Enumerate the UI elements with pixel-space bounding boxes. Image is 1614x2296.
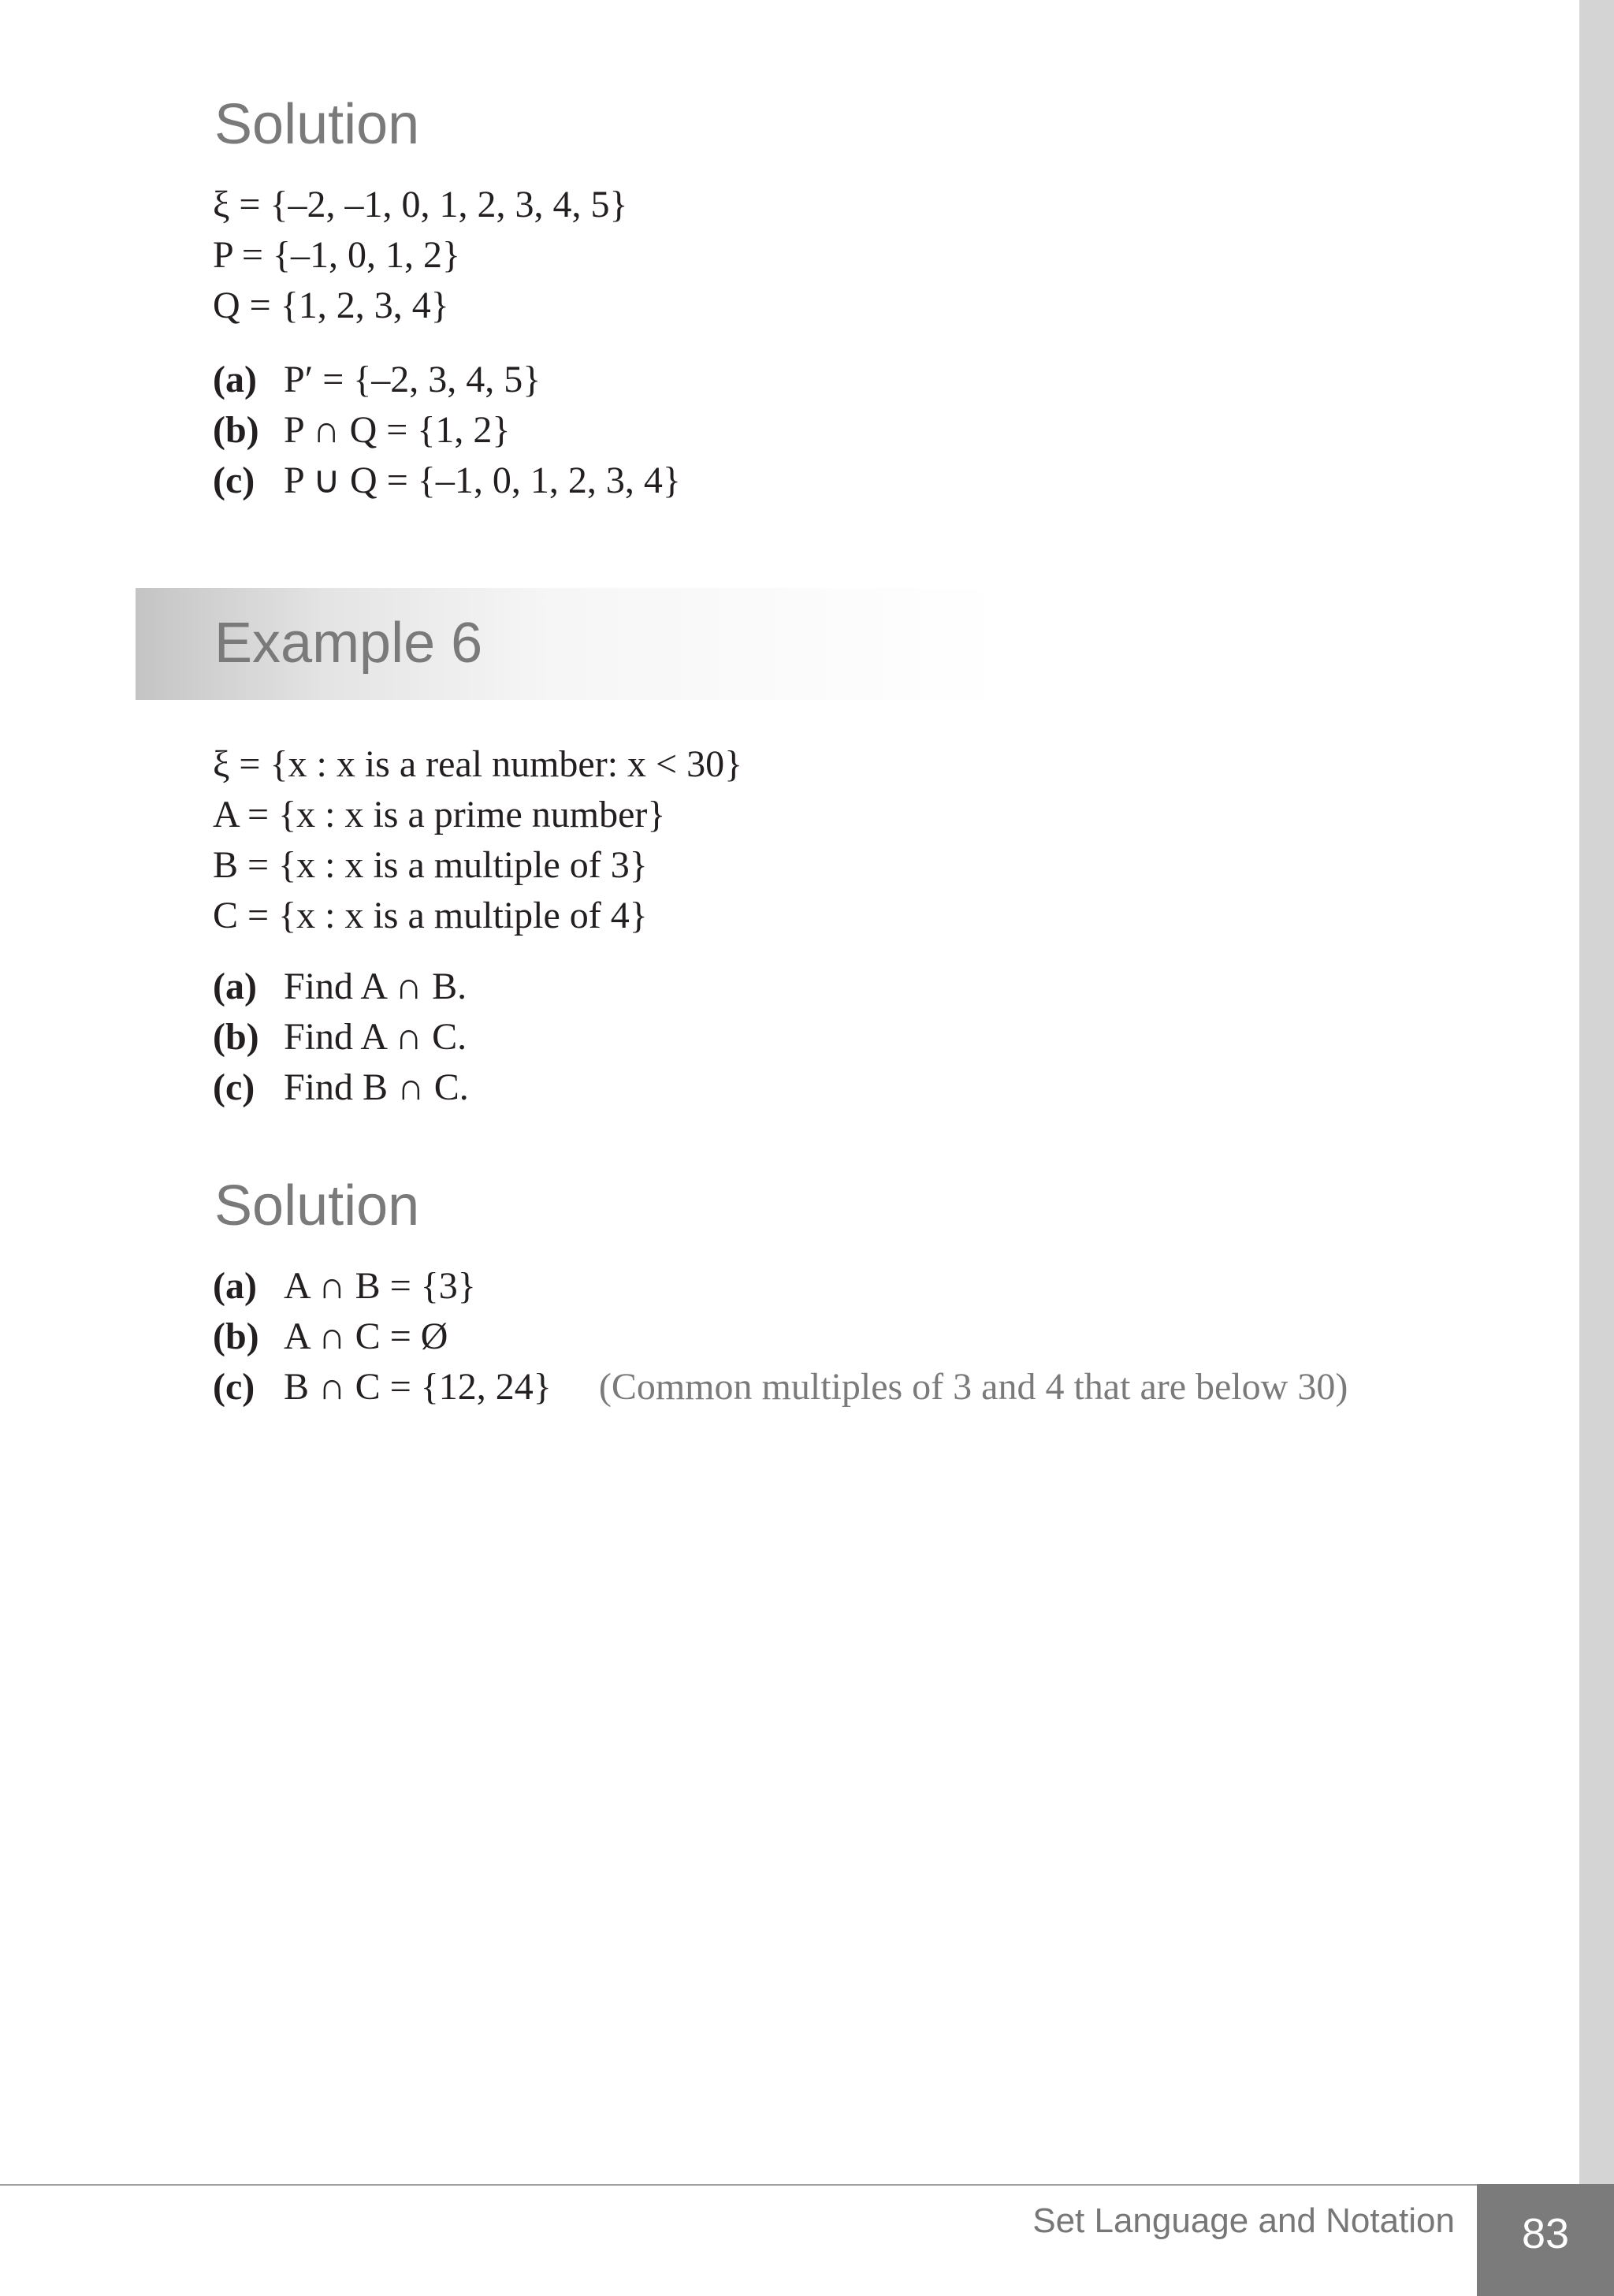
answer-c-note: (Common multiples of 3 and 4 that are below 30) [598, 1366, 1348, 1408]
set-p-line: P = {–1, 0, 1, 2} [213, 234, 461, 276]
answer-c [213, 456, 681, 506]
page-number-box [1477, 2184, 1614, 2296]
answer-c-label: (c) [213, 1366, 255, 1408]
page-number: 83 [1521, 2210, 1570, 2257]
answer-b [213, 1312, 448, 1362]
answer-c-text: P ∪ Q = {–1, 0, 1, 2, 3, 4} [284, 460, 681, 501]
answer-a-label: (a) [213, 359, 257, 400]
answer-a-text: P′ = {–2, 3, 4, 5} [284, 359, 541, 400]
answer-a [213, 1261, 476, 1312]
question-b-text: Find A ∩ C. [284, 1016, 467, 1058]
answer-b-text: A ∩ C = Ø [284, 1315, 448, 1357]
footer-rule [0, 2184, 1477, 2186]
answer-a-label: (a) [213, 1265, 257, 1307]
question-b-label: (b) [213, 1016, 259, 1058]
answer-b-text: P ∩ Q = {1, 2} [284, 409, 511, 451]
question-a-label: (a) [213, 966, 257, 1007]
universal-set-line: ξ = {–2, –1, 0, 1, 2, 3, 4, 5} [213, 184, 628, 225]
question-a [213, 962, 467, 1012]
example-title: Example 6 [214, 612, 483, 675]
answer-c [213, 1362, 1348, 1412]
question-a-text: Find A ∩ B. [284, 966, 467, 1007]
set-q-line: Q = {1, 2, 3, 4} [213, 285, 449, 326]
answer-c-label: (c) [213, 460, 255, 501]
answer-b [213, 405, 510, 456]
side-margin-strip [1579, 0, 1614, 2296]
answer-c-text: B ∩ C = {12, 24} [284, 1366, 552, 1408]
question-b [213, 1012, 467, 1062]
set-b-line: B = {x : x is a multiple of 3} [213, 844, 648, 886]
question-c-label: (c) [213, 1066, 255, 1108]
answer-b-label: (b) [213, 409, 259, 451]
solution-heading: Solution [214, 93, 420, 156]
set-a-line: A = {x : x is a prime number} [213, 794, 666, 835]
example-header-band [136, 588, 1002, 700]
universal-set-line: ξ = {x : x is a real number: x < 30} [213, 743, 743, 785]
answer-b-label: (b) [213, 1315, 259, 1357]
footer-chapter-title: Set Language and Notation [1032, 2201, 1455, 2240]
set-c-line: C = {x : x is a multiple of 4} [213, 895, 648, 936]
question-c [213, 1062, 469, 1113]
solution-heading: Solution [214, 1174, 420, 1237]
question-c-text: Find B ∩ C. [284, 1066, 469, 1108]
answer-a [213, 355, 541, 405]
answer-a-text: A ∩ B = {3} [284, 1265, 476, 1307]
